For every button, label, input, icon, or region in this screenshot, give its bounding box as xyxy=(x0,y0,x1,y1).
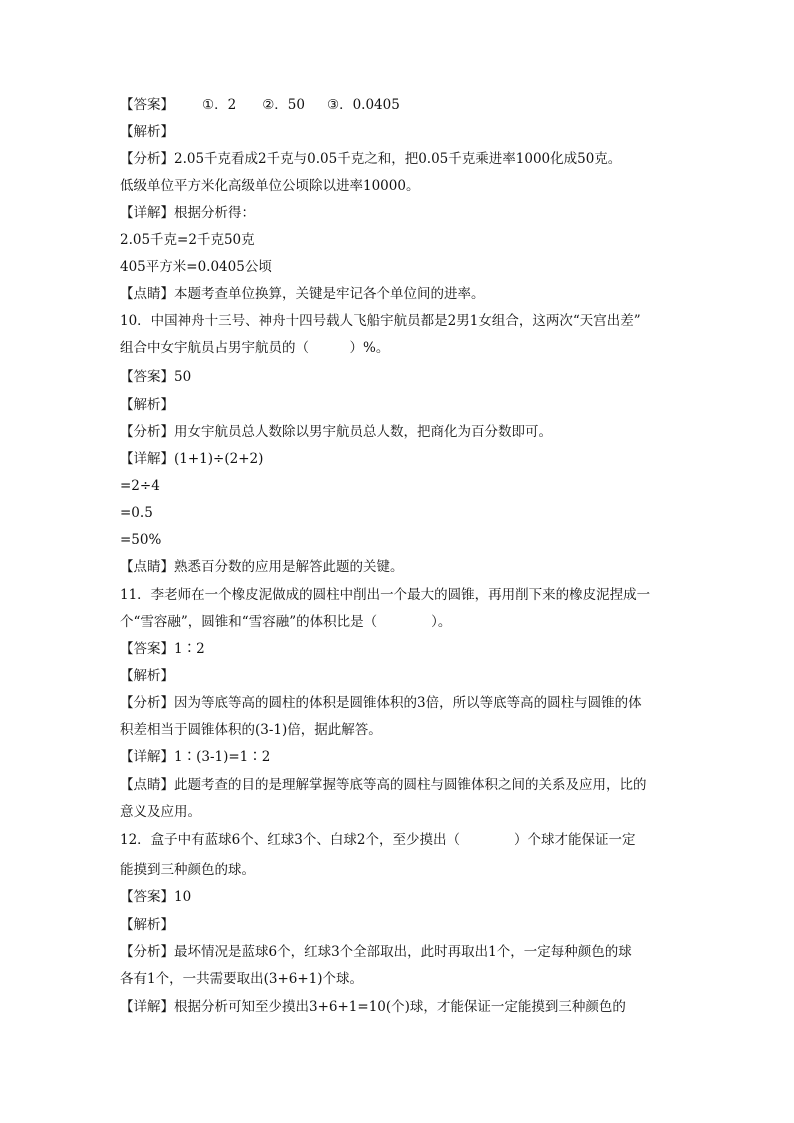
q10-fenxi: 【分析】用女宇航员总人数除以男宇航员总人数，把商化为百分数即可。 xyxy=(120,424,552,440)
q11-jiexi: 【解析】 xyxy=(120,668,174,684)
q11-question-line-2: 个“雪容融”，圆锥和“雪容融”的体积比是（ ）。 xyxy=(120,614,452,630)
answer-item-3: ③．0.0405 xyxy=(326,97,400,113)
q12-question-line-2: 能摸到三种颜色的球。 xyxy=(120,862,255,878)
answer-item-2: ②．50 xyxy=(262,97,305,113)
q10-dianjing: 【点睛】熟悉百分数的应用是解答此题的关键。 xyxy=(120,559,404,575)
q9-jiexi: 【解析】 xyxy=(120,124,174,140)
q11-fenxi-line-1: 【分析】因为等底等高的圆柱的体积是圆锥体积的3倍，所以等底等高的圆柱与圆锥的体 xyxy=(120,695,642,711)
q9-fenxi-line-1: 【分析】2.05千克看成2千克与0.05千克之和，把0.05千克乘进率1000化成50克。 xyxy=(120,151,622,167)
q10-question-line-1: 10．中国神舟十三号、神舟十四号载人飞船宇航员都是2男1女组合，这两次“天宫出差” xyxy=(120,313,641,329)
answer-item-1: ①．2 xyxy=(202,97,237,113)
q10-answer: 【答案】50 xyxy=(120,369,192,385)
q12-fenxi-line-1: 【分析】最坏情况是蓝球6个，红球3个全部取出，此时再取出1个，一定每种颜色的球 xyxy=(120,944,632,960)
q12-question-line-1: 12．盒子中有蓝球6个、红球3个、白球2个，至少摸出（ ）个球才能保证一定 xyxy=(120,832,636,848)
q11-fenxi-line-2: 积差相当于圆锥体积的(3-1)倍，据此解答。 xyxy=(120,722,382,738)
q12-xiangjie: 【详解】根据分析可知至少摸出3+6+1=10(个)球，才能保证一定能摸到三种颜色的 xyxy=(120,999,626,1015)
q12-jiexi: 【解析】 xyxy=(120,917,174,933)
q10-jiexi: 【解析】 xyxy=(120,397,174,413)
q10-step-3: =50% xyxy=(120,532,162,548)
q10-xiangjie: 【详解】(1+1)÷(2+2) xyxy=(120,451,264,467)
q10-question-line-2: 组合中女宇航员占男宇航员的（ ）%。 xyxy=(120,340,390,356)
q12-answer: 【答案】10 xyxy=(120,889,192,905)
q12-fenxi-line-2: 各有1个，一共需要取出(3+6+1)个球。 xyxy=(120,971,364,987)
q11-question-line-1: 11．李老师在一个橡皮泥做成的圆柱中削出一个最大的圆锥，再用削下来的橡皮泥捏成一 xyxy=(120,587,651,603)
q9-dianjing: 【点睛】本题考查单位换算，关键是牢记各个单位间的进率。 xyxy=(120,286,485,302)
q9-xiangjie: 【详解】根据分析得： xyxy=(120,205,255,221)
answer-label: 【答案】 xyxy=(120,97,174,113)
q10-step-1: =2÷4 xyxy=(120,478,160,494)
q9-step-2: 405平方米=0.0405公顷 xyxy=(120,259,272,275)
q11-xiangjie: 【详解】1∶(3-1)=1∶2 xyxy=(120,749,271,765)
q10-step-2: =0.5 xyxy=(120,505,153,521)
q9-fenxi-line-2: 低级单位平方米化高级单位公顷除以进率10000。 xyxy=(120,178,420,194)
q9-step-1: 2.05千克=2千克50克 xyxy=(120,232,255,248)
q9-answer-line xyxy=(120,95,680,115)
q11-dianjing-line-2: 意义及应用。 xyxy=(120,804,201,820)
q11-dianjing-line-1: 【点睛】此题考查的目的是理解掌握等底等高的圆柱与圆锥体积之间的关系及应用，比的 xyxy=(120,777,647,793)
q11-answer: 【答案】1∶2 xyxy=(120,641,205,657)
